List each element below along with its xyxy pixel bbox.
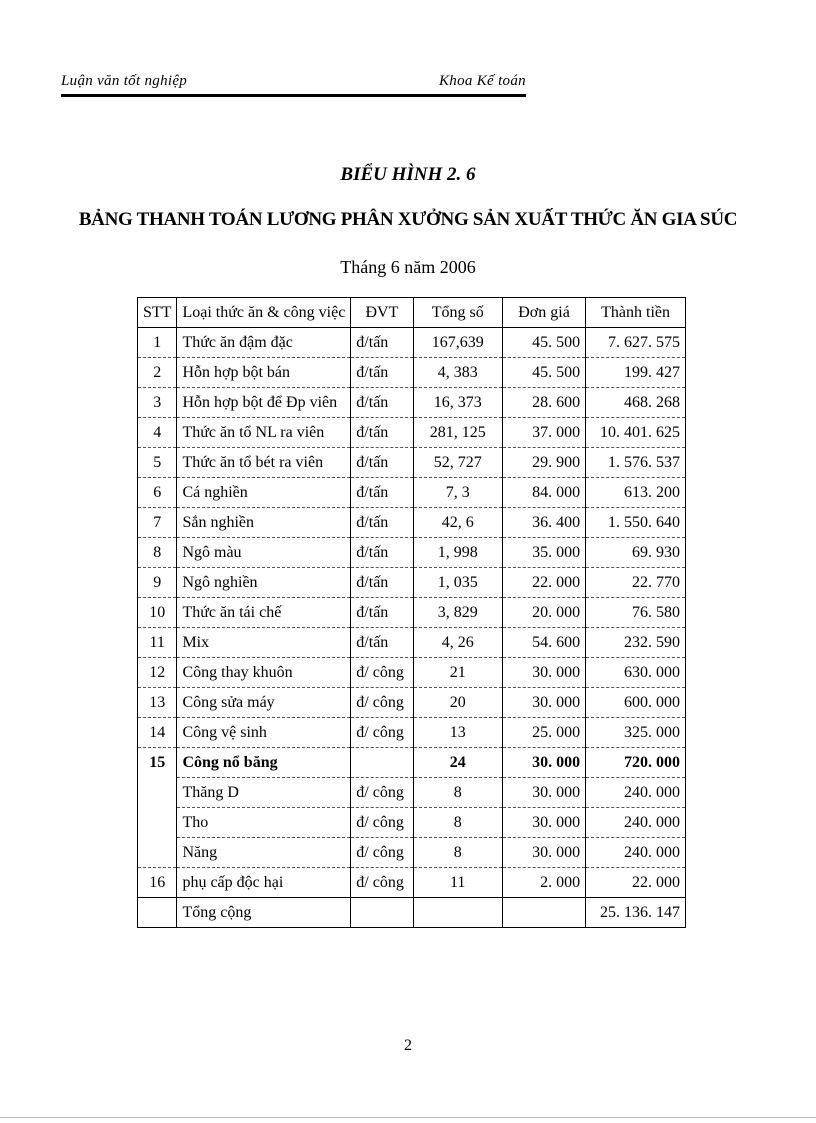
cell-item: Năng bbox=[177, 838, 351, 868]
document-subtitle: Tháng 6 năm 2006 bbox=[340, 257, 476, 277]
cell-stt: 13 bbox=[138, 688, 177, 718]
cell-unit-price: 84. 000 bbox=[502, 478, 585, 508]
cell-unit: đ/tấn bbox=[351, 508, 413, 538]
footer-divider bbox=[0, 1117, 816, 1118]
cell-unit bbox=[351, 748, 413, 778]
cell-unit: đ/ công bbox=[351, 688, 413, 718]
table-row bbox=[138, 508, 686, 538]
cell-stt: 2 bbox=[138, 358, 177, 388]
cell-unit-price: 54. 600 bbox=[502, 628, 585, 658]
cell-unit-price: 28. 600 bbox=[502, 388, 585, 418]
cell-stt: 1 bbox=[138, 328, 177, 358]
col-header-stt: STT bbox=[138, 298, 177, 328]
table-row bbox=[138, 628, 686, 658]
cell-stt bbox=[138, 838, 177, 868]
cell-unit: đ/tấn bbox=[351, 598, 413, 628]
cell-stt: 10 bbox=[138, 598, 177, 628]
cell-amount: 1. 550. 640 bbox=[586, 508, 686, 538]
table-row bbox=[138, 388, 686, 418]
cell-stt bbox=[138, 778, 177, 808]
cell-amount: 7. 627. 575 bbox=[586, 328, 686, 358]
table-row bbox=[138, 808, 686, 838]
cell-amount: 1. 576. 537 bbox=[586, 448, 686, 478]
cell-amount: 468. 268 bbox=[586, 388, 686, 418]
cell-item: Hỗn hợp bột bán bbox=[177, 358, 351, 388]
cell-amount: 22. 770 bbox=[586, 568, 686, 598]
cell-item: Thức ăn tái chế bbox=[177, 598, 351, 628]
cell-quantity: 4, 26 bbox=[413, 628, 502, 658]
cell-quantity: 24 bbox=[413, 748, 502, 778]
cell-item: Mix bbox=[177, 628, 351, 658]
cell-unit: đ/ công bbox=[351, 778, 413, 808]
cell-item: Ngô màu bbox=[177, 538, 351, 568]
table-row bbox=[138, 598, 686, 628]
cell-unit-price: 37. 000 bbox=[502, 418, 585, 448]
cell-unit-price: 22. 000 bbox=[502, 568, 585, 598]
table-row bbox=[138, 748, 686, 778]
cell-item: Công thay khuôn bbox=[177, 658, 351, 688]
cell-amount: 240. 000 bbox=[586, 838, 686, 868]
cell-unit: đ/tấn bbox=[351, 538, 413, 568]
cell-unit-price: 25. 000 bbox=[502, 718, 585, 748]
document-title: BẢNG THANH TOÁN LƯƠNG PHÂN XƯỞNG SẢN XUẤT THỨC ĂN GIA SÚC bbox=[78, 209, 738, 230]
cell-unit-price: 30. 000 bbox=[502, 808, 585, 838]
cell-quantity: 4, 383 bbox=[413, 358, 502, 388]
col-header-item: Loại thức ăn & công việc bbox=[177, 298, 351, 328]
cell-amount: 720. 000 bbox=[586, 748, 686, 778]
cell-unit: đ/tấn bbox=[351, 388, 413, 418]
cell-amount: 22. 000 bbox=[586, 868, 686, 898]
cell-amount: 325. 000 bbox=[586, 718, 686, 748]
cell-quantity: 1, 035 bbox=[413, 568, 502, 598]
cell-unit-price: 29. 900 bbox=[502, 448, 585, 478]
header-divider bbox=[61, 94, 526, 97]
cell-unit-price: 30. 000 bbox=[502, 748, 585, 778]
col-header-quantity: Tổng số bbox=[413, 298, 502, 328]
cell-unit-price: 45. 500 bbox=[502, 358, 585, 388]
table-row bbox=[138, 328, 686, 358]
cell-stt bbox=[138, 898, 177, 928]
cell-unit: đ/ công bbox=[351, 718, 413, 748]
cell-unit-price: 45. 500 bbox=[502, 328, 585, 358]
header-right-text: Khoa Kế toán bbox=[439, 73, 526, 89]
cell-unit: đ/tấn bbox=[351, 478, 413, 508]
table-total-row bbox=[138, 898, 686, 928]
cell-amount: 240. 000 bbox=[586, 808, 686, 838]
table-row bbox=[138, 868, 686, 898]
cell-unit: đ/tấn bbox=[351, 328, 413, 358]
table-row bbox=[138, 778, 686, 808]
cell-unit: đ/tấn bbox=[351, 418, 413, 448]
cell-unit: đ/tấn bbox=[351, 628, 413, 658]
cell-unit: đ/ công bbox=[351, 868, 413, 898]
cell-quantity: 8 bbox=[413, 838, 502, 868]
cell-quantity: 52, 727 bbox=[413, 448, 502, 478]
page-number: 2 bbox=[404, 1037, 412, 1054]
cell-item: Thức ăn tổ NL ra viên bbox=[177, 418, 351, 448]
cell-item: Công vệ sinh bbox=[177, 718, 351, 748]
cell-amount: 600. 000 bbox=[586, 688, 686, 718]
cell-item: Ngô nghiền bbox=[177, 568, 351, 598]
cell-quantity: 167,639 bbox=[413, 328, 502, 358]
cell-amount: 630. 000 bbox=[586, 658, 686, 688]
table-row bbox=[138, 538, 686, 568]
total-label: Tổng cộng bbox=[177, 898, 351, 928]
cell-stt: 12 bbox=[138, 658, 177, 688]
cell-unit-price: 2. 000 bbox=[502, 868, 585, 898]
cell-unit bbox=[351, 898, 413, 928]
table-row bbox=[138, 358, 686, 388]
col-header-unit-price: Đơn giá bbox=[502, 298, 585, 328]
cell-amount: 613. 200 bbox=[586, 478, 686, 508]
cell-quantity: 3, 829 bbox=[413, 598, 502, 628]
cell-quantity: 8 bbox=[413, 808, 502, 838]
table-row bbox=[138, 688, 686, 718]
cell-unit: đ/tấn bbox=[351, 448, 413, 478]
table-row bbox=[138, 568, 686, 598]
payroll-table bbox=[137, 297, 686, 928]
cell-unit-price: 35. 000 bbox=[502, 538, 585, 568]
cell-stt: 5 bbox=[138, 448, 177, 478]
table-code: BIỂU HÌNH 2. 6 bbox=[340, 164, 476, 185]
cell-quantity: 21 bbox=[413, 658, 502, 688]
cell-stt: 7 bbox=[138, 508, 177, 538]
cell-unit: đ/ công bbox=[351, 658, 413, 688]
table-row bbox=[138, 418, 686, 448]
cell-item: Công nổ băng bbox=[177, 748, 351, 778]
cell-item: Công sửa máy bbox=[177, 688, 351, 718]
cell-stt: 11 bbox=[138, 628, 177, 658]
cell-unit-price: 20. 000 bbox=[502, 598, 585, 628]
cell-quantity: 16, 373 bbox=[413, 388, 502, 418]
cell-item: Tho bbox=[177, 808, 351, 838]
cell-stt: 4 bbox=[138, 418, 177, 448]
cell-amount: 199. 427 bbox=[586, 358, 686, 388]
cell-stt: 16 bbox=[138, 868, 177, 898]
cell-stt: 15 bbox=[138, 748, 177, 778]
cell-quantity: 11 bbox=[413, 868, 502, 898]
cell-item: Thức ăn đậm đặc bbox=[177, 328, 351, 358]
cell-quantity: 20 bbox=[413, 688, 502, 718]
cell-item: Thức ăn tổ bét ra viên bbox=[177, 448, 351, 478]
cell-stt bbox=[138, 808, 177, 838]
table-row bbox=[138, 718, 686, 748]
cell-item: Cá nghiền bbox=[177, 478, 351, 508]
cell-amount: 240. 000 bbox=[586, 778, 686, 808]
cell-unit-price: 30. 000 bbox=[502, 658, 585, 688]
cell-quantity bbox=[413, 898, 502, 928]
total-amount: 25. 136. 147 bbox=[586, 898, 686, 928]
cell-amount: 10. 401. 625 bbox=[586, 418, 686, 448]
cell-unit-price bbox=[502, 898, 585, 928]
cell-quantity: 42, 6 bbox=[413, 508, 502, 538]
cell-unit-price: 36. 400 bbox=[502, 508, 585, 538]
cell-stt: 14 bbox=[138, 718, 177, 748]
cell-item: Sắn nghiền bbox=[177, 508, 351, 538]
cell-amount: 76. 580 bbox=[586, 598, 686, 628]
cell-unit-price: 30. 000 bbox=[502, 778, 585, 808]
cell-quantity: 1, 998 bbox=[413, 538, 502, 568]
col-header-unit: ĐVT bbox=[351, 298, 413, 328]
cell-quantity: 8 bbox=[413, 778, 502, 808]
cell-stt: 9 bbox=[138, 568, 177, 598]
header-left-text: Luận văn tốt nghiệp bbox=[61, 73, 188, 89]
table-row bbox=[138, 658, 686, 688]
cell-item: Hỗn hợp bột để Đp viên bbox=[177, 388, 351, 418]
cell-stt: 3 bbox=[138, 388, 177, 418]
cell-quantity: 13 bbox=[413, 718, 502, 748]
cell-amount: 232. 590 bbox=[586, 628, 686, 658]
cell-unit: đ/ công bbox=[351, 838, 413, 868]
cell-unit-price: 30. 000 bbox=[502, 688, 585, 718]
cell-unit: đ/tấn bbox=[351, 358, 413, 388]
cell-quantity: 7, 3 bbox=[413, 478, 502, 508]
cell-unit: đ/ công bbox=[351, 808, 413, 838]
table-row bbox=[138, 478, 686, 508]
cell-stt: 8 bbox=[138, 538, 177, 568]
table-row bbox=[138, 448, 686, 478]
cell-item: Thăng D bbox=[177, 778, 351, 808]
table-row bbox=[138, 838, 686, 868]
cell-stt: 6 bbox=[138, 478, 177, 508]
table-header-row bbox=[138, 298, 686, 328]
cell-quantity: 281, 125 bbox=[413, 418, 502, 448]
cell-unit-price: 30. 000 bbox=[502, 838, 585, 868]
col-header-amount: Thành tiền bbox=[586, 298, 686, 328]
cell-amount: 69. 930 bbox=[586, 538, 686, 568]
cell-item: phụ cấp độc hại bbox=[177, 868, 351, 898]
cell-unit: đ/tấn bbox=[351, 568, 413, 598]
